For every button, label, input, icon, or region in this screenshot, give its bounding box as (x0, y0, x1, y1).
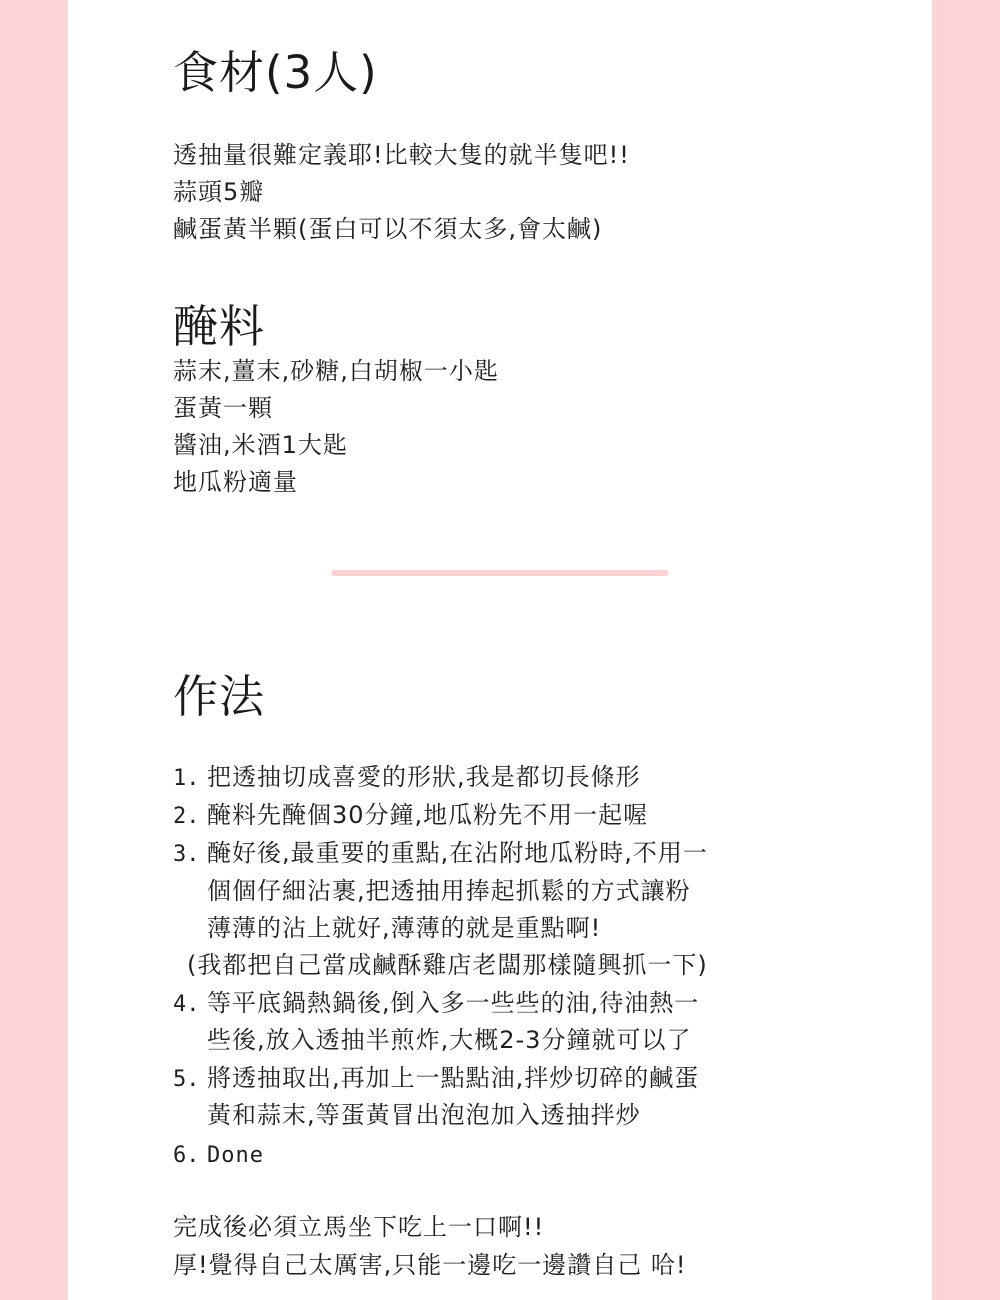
closing-line: 完成後必須立馬坐下吃上一口啊!! (173, 1213, 545, 1241)
marinade-line: 蒜末,薑末,砂糖,白胡椒一小匙 (173, 357, 499, 385)
page-background (68, 0, 932, 1300)
step-text: 醃好後,最重要的重點,在沾附地瓜粉時,不用一 (207, 839, 708, 867)
ingredient-line: 蒜頭5瓣 (173, 178, 265, 206)
step-number: 1. (173, 766, 200, 791)
step-text: 等平底鍋熱鍋後,倒入多一些些的油,待油熱一 (207, 989, 700, 1017)
step-text: Done (207, 1143, 264, 1168)
step-number: 5. (173, 1067, 200, 1092)
section-divider (331, 570, 669, 576)
ingredient-line: 透抽量很難定義耶!比較大隻的就半隻吧!! (173, 141, 630, 169)
method-step (173, 800, 648, 832)
step-number: 3. (173, 842, 200, 867)
step-text-continued: 些後,放入透抽半煎炸,大概2-3分鐘就可以了 (207, 1026, 692, 1054)
step-text: 醃料先醃個30分鐘,地瓜粉先不用一起喔 (207, 801, 649, 829)
method-step (173, 762, 641, 794)
marinade-line: 地瓜粉適量 (173, 468, 298, 496)
method-step (173, 1063, 699, 1095)
ingredients-heading: 食材(3人) (173, 46, 378, 99)
method-step (173, 838, 708, 870)
step-text: 把透抽切成喜愛的形狀,我是都切長條形 (207, 763, 641, 791)
marinade-line: 蛋黃一顆 (173, 394, 273, 422)
method-step (173, 1139, 264, 1171)
step-text: 將透抽取出,再加上一點點油,拌炒切碎的鹹蛋 (207, 1064, 700, 1092)
step-number: 2. (173, 804, 200, 829)
closing-line: 厚!覺得自己太厲害,只能一邊吃一邊讚自己 哈! (173, 1251, 687, 1279)
step-number: 6. (173, 1143, 200, 1168)
method-note: (我都把自己當成鹹酥雞店老闆那樣隨興抓一下) (187, 951, 708, 979)
marinade-line: 醬油,米酒1大匙 (173, 431, 348, 459)
step-text-continued: 黃和蒜末,等蛋黃冒出泡泡加入透抽拌炒 (207, 1101, 641, 1129)
marinade-heading: 醃料 (173, 300, 266, 353)
step-number: 4. (173, 992, 200, 1017)
step-text-continued: 薄薄的沾上就好,薄薄的就是重點啊! (207, 914, 602, 942)
step-text-continued: 個個仔細沾裹,把透抽用捧起抓鬆的方式讓粉 (207, 877, 691, 905)
method-step (173, 988, 699, 1020)
method-heading: 作法 (173, 670, 266, 723)
ingredient-line: 鹹蛋黃半顆(蛋白可以不須太多,會太鹹) (173, 215, 603, 243)
